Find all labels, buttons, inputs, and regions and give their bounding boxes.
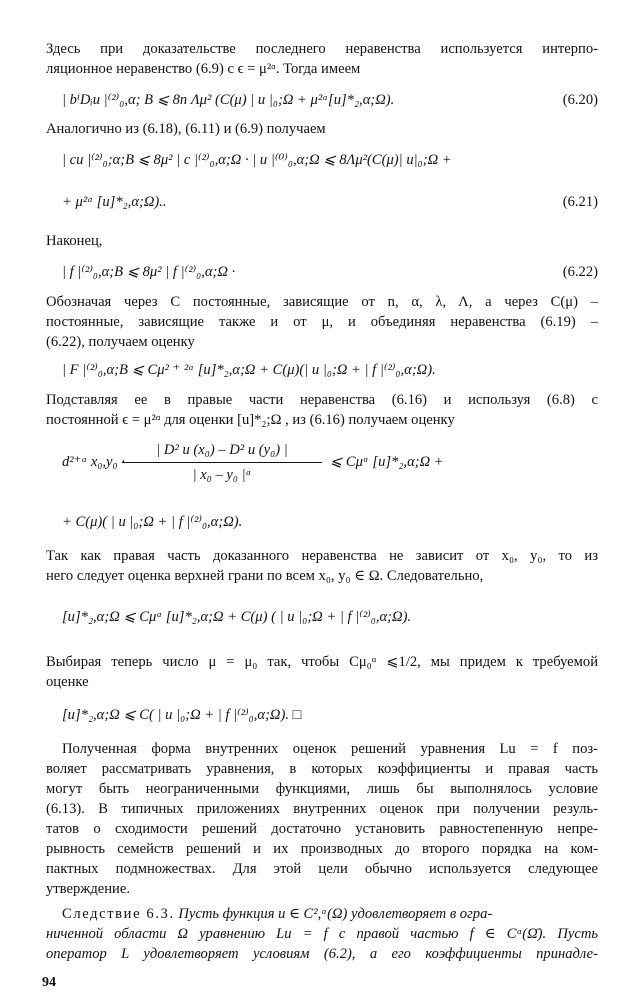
paragraph-line-6: рывность семейств решений и их производных до второго порядка на ком- — [46, 841, 598, 857]
equation-u-seminorm: [u]*₂,α;Ω ⩽ Cμᵅ [u]*₂,α;Ω + C(μ) ( | u |₀;Ω + | f |⁽²⁾₀,α;Ω). — [62, 609, 412, 625]
paragraph-line-8: утверждение. — [46, 881, 130, 897]
corollary-text-1: Пусть функция u ∈ C²,ᵅ(Ω) удовлетворяет в огра- — [178, 906, 493, 922]
equation-d-right: ⩽ Cμᵅ [u]*₂,α;Ω + — [330, 454, 444, 470]
fraction-bar — [122, 462, 322, 463]
text-line-5: Обозначая через C постоянные, зависящие от n, α, λ, Λ, а через C(μ) – — [46, 294, 598, 310]
paragraph-line-4: (6.13). В типичных приложениях внутренних оценок при получении резуль- — [46, 801, 598, 817]
paragraph-line-7: пактных подмножествах. Для этой цели обычно используется следующее — [46, 861, 598, 877]
equation-number-6-20: (6.20) — [562, 92, 598, 108]
equation-6-20: | bⁱDᵢu |⁽²⁾₀,α; B ⩽ 8n Λμ² (C(μ) | u |₀;Ω + μ²ᵅ[u]*₂,α;Ω). — [62, 92, 395, 108]
equation-d-continuation: + C(μ)( | u |₀;Ω + | f |⁽²⁾₀,α;Ω). — [62, 514, 243, 530]
equation-F-estimate: | F |⁽²⁾₀,α;B ⩽ Cμ² ⁺ ²ᵅ [u]*₂,α;Ω + C(μ)(| u |₀;Ω + | f |⁽²⁾₀,α;Ω). — [62, 362, 436, 378]
text-line-8: Подставляя ее в правые части неравенства (6.16) и используя (6.8) с — [46, 392, 598, 408]
paragraph-line-5: татов о сходимости решений достаточно установить равностепенную непре- — [46, 821, 598, 837]
text-line-13: оценке — [46, 674, 89, 690]
equation-final-estimate: [u]*₂,α;Ω ⩽ C( | u |₀;Ω + | f |⁽²⁾₀,α;Ω). □ — [62, 707, 302, 723]
equation-d-left: d²⁺ᵅ x₀,y₀ · — [62, 454, 125, 470]
equation-number-6-21: (6.21) — [562, 194, 598, 210]
paragraph-line-1: Полученная форма внутренних оценок решений уравнения Lu = f поз- — [62, 741, 598, 757]
text-line-9: постоянной ϵ = μ²ᵅ для оценки [u]*₂;Ω , из (6.16) получаем оценку — [46, 412, 455, 428]
text-line-10: Так как правая часть доказанного неравенства не зависит от x₀, y₀, то из — [46, 548, 598, 564]
page-number: 94 — [42, 975, 56, 990]
text-line-3: Аналогично из (6.18), (6.11) и (6.9) получаем — [46, 121, 326, 137]
equation-number-6-22: (6.22) — [562, 264, 598, 280]
equation-6-22: | f |⁽²⁾₀,α;B ⩽ 8μ² | f |⁽²⁾₀,α;Ω · — [62, 264, 236, 280]
equation-6-21-part1: | cu |⁽²⁾₀;α;B ⩽ 8μ² | c |⁽²⁾₀,α;Ω · | u |⁽⁰⁾₀,α;Ω ⩽ 8Λμ²(C(μ)| u|₀;Ω + — [62, 152, 452, 168]
text-line-12: Выбирая теперь число μ = μ₀ так, чтобы Cμ₀ᵅ ⩽1/2, мы придем к требуемой — [46, 654, 598, 670]
fraction-denominator: | x₀ – y₀ |ᵅ — [192, 467, 252, 483]
corollary-line-2: ниченной области Ω уравнению Lu = f с правой частью f ∈ Cᵅ(Ω̄). Пусть — [46, 926, 598, 942]
fraction-numerator: | D² u (x₀) – D² u (y₀) | — [156, 442, 288, 458]
paragraph-line-3: могут быть неограниченными функциями, лишь бы выполнялось условие — [46, 781, 598, 797]
paragraph-line-2: воляет рассматривать уравнения, в которых коэффициенты и правая часть — [46, 761, 598, 777]
text-line-7: (6.22), получаем оценку — [46, 334, 195, 350]
corollary-line-1 — [62, 905, 598, 923]
equation-6-21-part2: + μ²ᵅ [u]*₂,α;Ω).. — [62, 194, 167, 210]
corollary-label: Следствие 6.3. — [62, 906, 175, 922]
text-line-6: постоянные, зависящие также и от μ, и объединяя неравенства (6.19) – — [46, 314, 598, 330]
text-line-1: Здесь при доказательстве последнего неравенства используется интерпо- — [46, 41, 598, 57]
text-line-2: ляционное неравенство (6.9) с ϵ = μ²ᵅ. Тогда имеем — [46, 61, 361, 77]
text-line-4: Наконец, — [46, 233, 103, 249]
corollary-line-3: оператор L удовлетворяет условиям (6.2), а его коэффициенты принадле- — [46, 946, 598, 962]
text-line-11: него следует оценка верхней грани по всем x₀, y₀ ∈ Ω. Следовательно, — [46, 568, 484, 584]
